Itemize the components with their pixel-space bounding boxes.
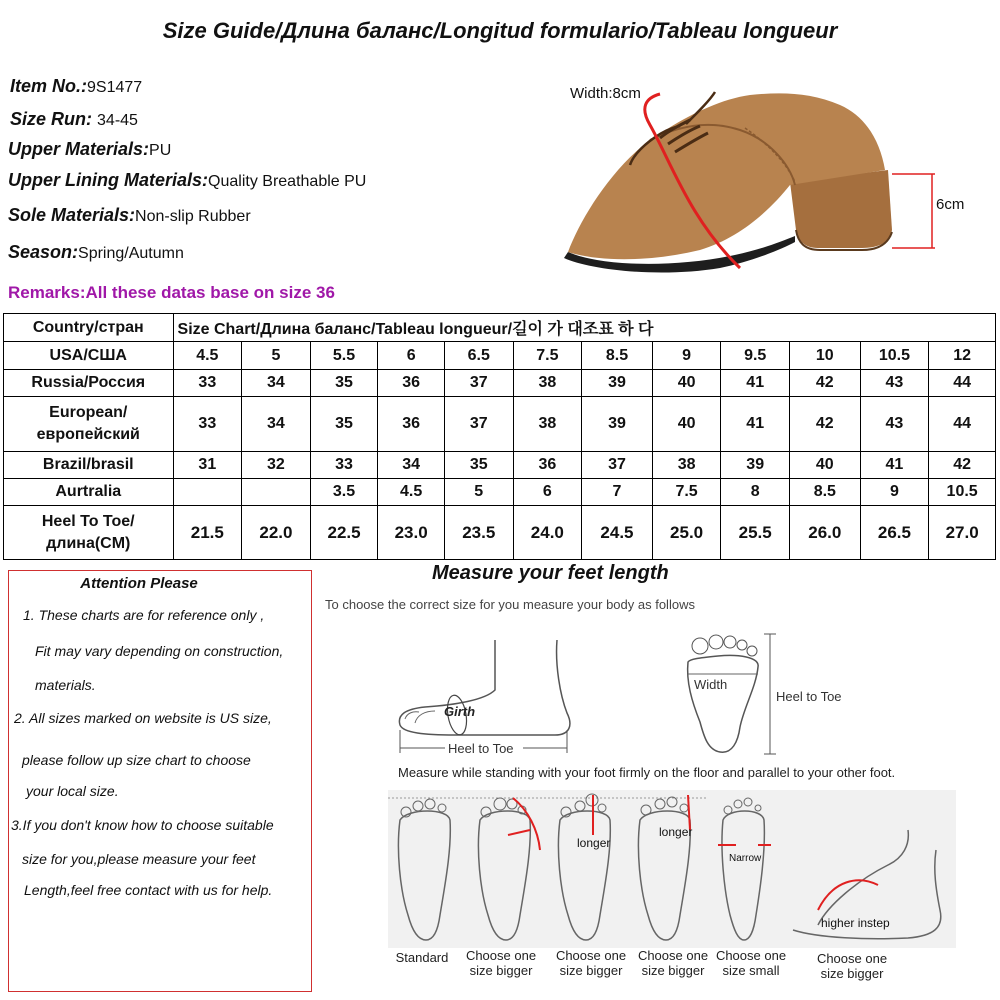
remarks-text: Remarks:All these datas base on size 36 [8,283,335,302]
table-cell: 24.0 [513,506,582,560]
table-cell: 33 [310,452,378,479]
table-row [4,506,996,560]
table-cell: 44 [929,397,996,452]
width-label: Width [694,677,728,692]
table-cell: 37 [582,452,653,479]
caption-size-bigger: Choose one size bigger [816,951,888,981]
table-cell: 12 [929,342,996,370]
caption-size-bigger: Choose one size bigger [465,948,537,978]
size-table [3,313,996,560]
table-cell: 33 [173,370,242,397]
foot-label-higher-instep: higher instep [821,916,890,930]
table-cell: 8 [721,479,790,506]
foot-label-longer-1: longer [577,836,611,850]
table-cell: 26.5 [860,506,929,560]
foot-narrow [722,811,764,940]
table-row [4,479,996,506]
table-cell: 40 [652,397,721,452]
spec-value: Spring/Autumn [78,245,184,262]
table-cell: 26.0 [790,506,861,560]
table-cell: 5 [444,479,513,506]
table-cell: 35 [444,452,513,479]
table-cell: 9.5 [721,342,790,370]
spec-key: Sole Materials: [8,205,136,225]
table-cell: 40 [652,370,721,397]
table-cell: 3.5 [310,479,378,506]
table-cell: 33 [173,397,242,452]
table-cell: 35 [310,397,378,452]
table-cell: 10 [790,342,861,370]
girth-label: Girth [444,704,476,719]
table-cell: 25.5 [721,506,790,560]
table-cell: 44 [929,370,996,397]
table-cell: 42 [929,452,996,479]
attention-line: please follow up size chart to choose [22,752,251,768]
foot-standard [398,811,450,940]
table-cell: 40 [790,452,861,479]
heel-to-toe-top-label: Heel to Toe [776,689,842,704]
attention-line: Length,feel free contact with us for help. [24,882,273,898]
table-cell: 42 [790,397,861,452]
spec-season [8,242,184,263]
shoe-illustration [540,70,1000,310]
table-row [4,397,996,452]
table-cell: 27.0 [929,506,996,560]
table-header-row [4,314,996,342]
caption-size-small: Choose one size small [715,948,787,978]
table-cell: 9 [652,342,721,370]
spec-upper-lining [8,170,366,191]
spec-value: Quality Breathable PU [208,173,367,190]
attention-title: Attention Please [80,575,198,592]
table-cell: 4.5 [378,479,445,506]
spec-value: Non-slip Rubber [135,208,251,225]
table-cell: 8.5 [582,342,653,370]
row-label: Russia/Россия [4,370,174,397]
measure-note: Measure while standing with your foot firmly on the floor and parallel to your other foot. [398,765,896,780]
spec-sole-materials [8,205,251,226]
spec-key: Item No.: [10,76,88,96]
foot-label-longer-2: longer [659,825,693,839]
spec-value: 34-45 [97,112,138,129]
spec-key: Upper Lining Materials: [8,170,209,190]
table-cell: 22.5 [310,506,378,560]
row-label: Brazil/brasil [4,452,174,479]
table-cell: 9 [860,479,929,506]
table-cell: 10.5 [860,342,929,370]
table-cell: 5 [242,342,311,370]
table-cell: 42 [790,370,861,397]
row-label: Heel To Toe/длина(CM) [4,506,174,560]
table-cell: 6 [513,479,582,506]
spec-value: 9S1477 [87,79,143,96]
row-label: Aurtralia [4,479,174,506]
table-cell: 41 [721,397,790,452]
attention-line: materials. [35,677,96,693]
caption-standard: Standard [395,950,449,965]
table-cell: 41 [721,370,790,397]
attention-line: size for you,please measure your feet [22,851,256,867]
table-cell: 35 [310,370,378,397]
table-cell: 24.5 [582,506,653,560]
table-cell: 6 [378,342,445,370]
table-cell: 41 [860,452,929,479]
foot-egyptian [478,811,530,940]
attention-line: 3.If you don't know how to choose suitable [11,817,274,833]
row-label: USA/США [4,342,174,370]
caption-size-bigger: Choose one size bigger [555,948,627,978]
spec-size-run [10,109,138,130]
table-cell: 36 [513,452,582,479]
attention-line: Fit may vary depending on construction, [35,643,284,659]
table-cell: 36 [378,370,445,397]
caption-size-bigger: Choose one size bigger [637,948,709,978]
table-cell: 7 [582,479,653,506]
chart-header-cell: Size Chart/Длина баланс/Tableau longueur/길이 가 대조표 하 다 [173,314,995,342]
table-row [4,342,996,370]
spec-upper-materials [8,139,171,160]
table-cell: 37 [444,397,513,452]
attention-line: your local size. [26,783,119,799]
row-label: European/европейский [4,397,174,452]
foot-greek [558,811,610,940]
table-cell: 6.5 [444,342,513,370]
measure-subtitle: To choose the correct size for you measure your body as follows [325,597,695,612]
table-cell [242,479,311,506]
table-cell: 38 [513,397,582,452]
table-cell: 39 [721,452,790,479]
heel-to-toe-side-label: Heel to Toe [448,741,514,756]
top-foot-diagram [678,632,788,760]
table-cell: 7.5 [513,342,582,370]
table-cell: 34 [378,452,445,479]
table-cell: 22.0 [242,506,311,560]
table-cell: 39 [582,370,653,397]
shoe-width-label: Width:8cm [570,85,641,102]
table-cell: 43 [860,370,929,397]
attention-box [8,570,312,992]
spec-key: Size Run: [10,109,93,129]
table-cell: 21.5 [173,506,242,560]
table-row [4,370,996,397]
foot-label-narrow: Narrow [729,853,762,864]
spec-key: Upper Materials: [8,139,150,159]
table-cell: 8.5 [790,479,861,506]
spec-value: PU [149,142,172,159]
spec-key: Season: [8,242,79,262]
measure-title: Measure your feet length [432,562,669,584]
attention-line: 1. These charts are for reference only , [23,607,265,623]
table-cell: 39 [582,397,653,452]
table-cell: 25.0 [652,506,721,560]
table-cell: 43 [860,397,929,452]
table-cell: 34 [242,370,311,397]
table-cell: 4.5 [173,342,242,370]
table-cell [173,479,242,506]
table-cell: 31 [173,452,242,479]
table-cell: 10.5 [929,479,996,506]
table-cell: 32 [242,452,311,479]
page-title: Size Guide/Длина баланс/Longitud formulario/Tableau longueur [162,18,838,43]
shoe-heel-label: 6cm [936,196,965,213]
table-cell: 7.5 [652,479,721,506]
spec-item-no [10,76,142,97]
table-cell: 23.0 [378,506,445,560]
table-cell: 38 [652,452,721,479]
table-cell: 23.5 [444,506,513,560]
table-cell: 38 [513,370,582,397]
table-cell: 37 [444,370,513,397]
attention-line: 2. All sizes marked on website is US size, [14,710,272,726]
table-cell: 5.5 [310,342,378,370]
table-cell: 34 [242,397,311,452]
table-corner-cell: Country/стран [4,314,174,342]
table-row [4,452,996,479]
table-cell: 36 [378,397,445,452]
